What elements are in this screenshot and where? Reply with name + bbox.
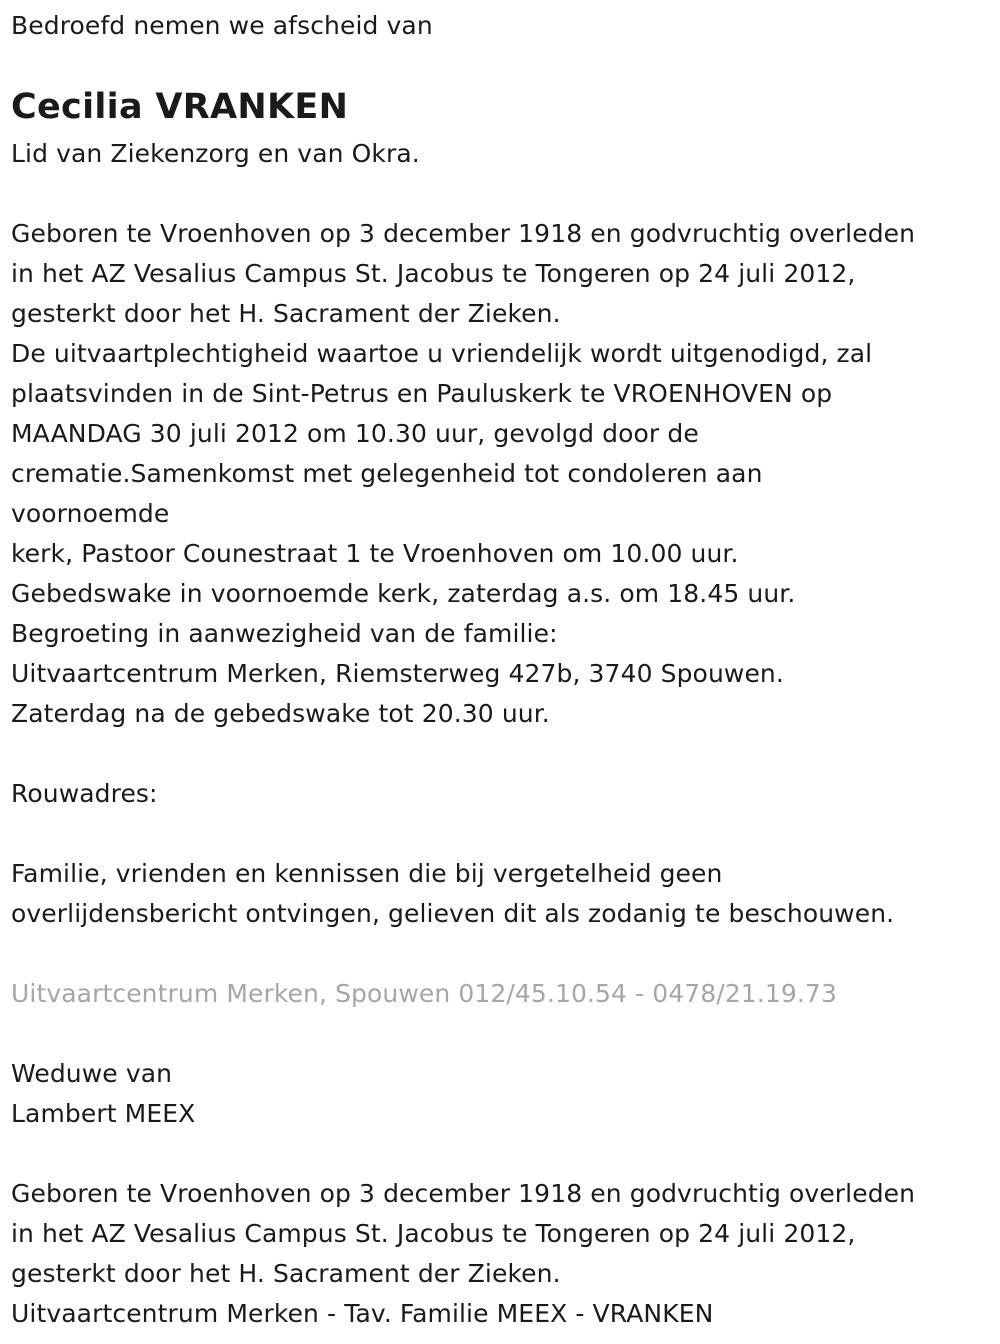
obituary-document xyxy=(11,6,991,1334)
spacer xyxy=(11,1134,991,1174)
announcement-line: gesterkt door het H. Sacrament der Zieken. xyxy=(11,299,561,328)
notice-paragraph xyxy=(11,854,991,934)
widow-line: Lambert MEEX xyxy=(11,1099,196,1128)
announcement-line: kerk, Pastoor Counestraat 1 te Vroenhoven om 10.00 uur. xyxy=(11,539,739,568)
spacer xyxy=(11,1014,991,1054)
repeat-paragraph xyxy=(11,1174,991,1334)
rouwadres-label: Rouwadres: xyxy=(11,779,158,808)
repeat-line: Geboren te Vroenhoven op 3 december 1918 en godvruchtig overleden xyxy=(11,1179,916,1208)
repeat-line: in het AZ Vesalius Campus St. Jacobus te Tongeren op 24 juli 2012, xyxy=(11,1219,856,1248)
funeral-home-contact: Uitvaartcentrum Merken, Spouwen 012/45.10.54 - 0478/21.19.73 xyxy=(11,979,837,1008)
widow-line: Weduwe van xyxy=(11,1059,173,1088)
intro-text: Bedroefd nemen we afscheid van xyxy=(11,11,433,40)
deceased-name: Cecilia VRANKEN xyxy=(11,87,349,127)
announcement-paragraph xyxy=(11,214,991,734)
spacer xyxy=(11,174,991,214)
notice-line: overlijdensbericht ontvingen, gelieven dit als zodanig te beschouwen. xyxy=(11,899,895,928)
announcement-line: Uitvaartcentrum Merken, Riemsterweg 427b, 3740 Spouwen. xyxy=(11,659,784,688)
announcement-line: Gebedswake in voornoemde kerk, zaterdag a.s. om 18.45 uur. xyxy=(11,579,796,608)
announcement-line: in het AZ Vesalius Campus St. Jacobus te Tongeren op 24 juli 2012, xyxy=(11,259,856,288)
announcement-line: MAANDAG 30 juli 2012 om 10.30 uur, gevolgd door de xyxy=(11,419,699,448)
announcement-line: Zaterdag na de gebedswake tot 20.30 uur. xyxy=(11,699,550,728)
announcement-line: Begroeting in aanwezigheid van de familie: xyxy=(11,619,558,648)
membership-text: Lid van Ziekenzorg en van Okra. xyxy=(11,139,420,168)
widow-paragraph xyxy=(11,1054,991,1134)
spacer xyxy=(11,734,991,774)
spacer xyxy=(11,814,991,854)
announcement-line: voornoemde xyxy=(11,499,170,528)
announcement-line: De uitvaartplechtigheid waartoe u vriendelijk wordt uitgenodigd, zal xyxy=(11,339,873,368)
repeat-line: gesterkt door het H. Sacrament der Zieken. xyxy=(11,1259,561,1288)
announcement-line: Geboren te Vroenhoven op 3 december 1918 en godvruchtig overleden xyxy=(11,219,916,248)
repeat-line: Uitvaartcentrum Merken - Tav. Familie MEEX - VRANKEN xyxy=(11,1299,714,1328)
notice-line: Familie, vrienden en kennissen die bij vergetelheid geen xyxy=(11,859,723,888)
spacer xyxy=(11,934,991,974)
announcement-line: crematie.Samenkomst met gelegenheid tot condoleren aan xyxy=(11,459,763,488)
announcement-line: plaatsvinden in de Sint-Petrus en Pauluskerk te VROENHOVEN op xyxy=(11,379,833,408)
